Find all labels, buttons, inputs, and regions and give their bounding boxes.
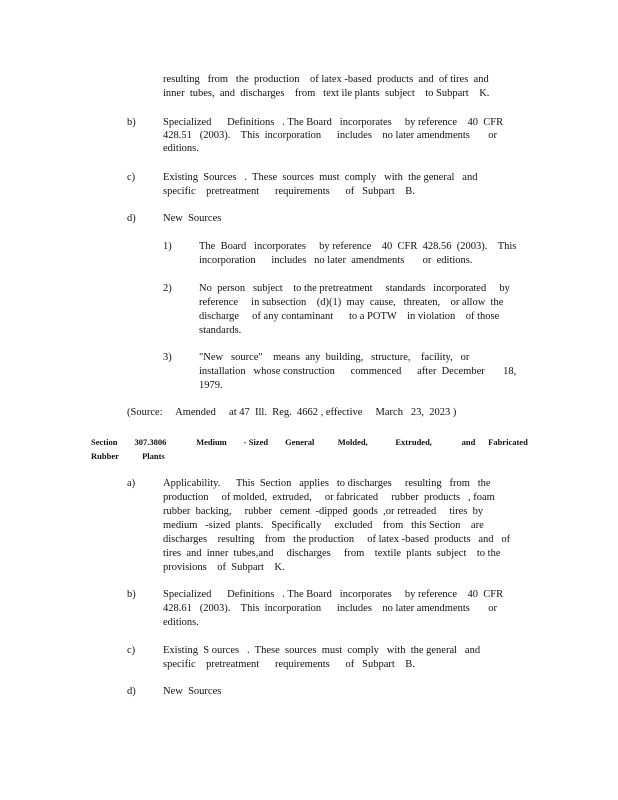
paragraph-line: specific pretreatment requirements of Subpart B. xyxy=(163,186,415,197)
subitem-label-1: 1) xyxy=(163,241,172,252)
paragraph-line: inner tubes, and discharges from text ile plants subject to Subpart K. xyxy=(163,88,490,99)
paragraph-line: rubber backing, rubber cement -dipped goods ,or retreaded tires by xyxy=(163,506,484,517)
paragraph-line: No person subject to the pretreatment standards incorporated by xyxy=(199,283,510,294)
paragraph-line: tires and inner tubes,and discharges from textile plants subject to the xyxy=(163,548,501,559)
paragraph-line: editions. xyxy=(163,617,199,628)
paragraph-line: "New source" means any building, structure, facility, or xyxy=(199,352,470,363)
subitem-label-3: 3) xyxy=(163,352,172,363)
paragraph-line: incorporation includes no later amendments or editions. xyxy=(199,255,473,266)
paragraph-line: Specialized Definitions . The Board incorporates by reference 40 CFR xyxy=(163,589,504,600)
paragraph-line: Existing Sources . These sources must comply with the general and xyxy=(163,172,478,183)
paragraph-line: 1979. xyxy=(199,380,223,391)
paragraph-line: editions. xyxy=(163,143,199,154)
paragraph-line: Existing S ources . These sources must comply with the general and xyxy=(163,645,481,656)
source-note: (Source: Amended at 47 Ill. Reg. 4662 , effective March 23, 2023 ) xyxy=(127,407,457,418)
paragraph-line: New Sources xyxy=(163,213,222,224)
item-label-d: d) xyxy=(127,213,136,224)
paragraph-line: provisions of Subpart K. xyxy=(163,562,285,573)
item-label-c: c) xyxy=(127,172,136,183)
item-label-c: c) xyxy=(127,645,136,656)
paragraph-line: Applicability. This Section applies to discharges resulting from the xyxy=(163,478,491,489)
paragraph-line: Specialized Definitions . The Board incorporates by reference 40 CFR xyxy=(163,117,504,128)
paragraph-line: medium -sized plants. Specifically excluded from this Section are xyxy=(163,520,484,531)
paragraph-line: production of molded, extruded, or fabricated rubber products , foam xyxy=(163,492,495,503)
paragraph-line: installation whose construction commenced after December 18, xyxy=(199,366,517,377)
paragraph-line: The Board incorporates by reference 40 CFR 428.56 (2003). This xyxy=(199,241,517,252)
paragraph-line: discharge of any contaminant to a POTW in violation of those xyxy=(199,311,500,322)
paragraph-line: reference in subsection (d)(1) may cause, threaten, or allow the xyxy=(199,297,504,308)
paragraph-line: standards. xyxy=(199,325,242,336)
item-label-b: b) xyxy=(127,117,136,128)
section-heading: Section 307.3806 Medium - Sized General Molded, Extruded, and Fabricated xyxy=(91,437,528,447)
paragraph-line: specific pretreatment requirements of Subpart B. xyxy=(163,659,415,670)
paragraph-line: discharges resulting from the production of latex -based products and of xyxy=(163,534,511,545)
paragraph-line: resulting from the production of latex -based products and of tires and xyxy=(163,74,489,85)
item-label-d: d) xyxy=(127,686,136,697)
item-label-a: a) xyxy=(127,478,136,489)
section-heading-cont: Rubber Plants xyxy=(91,451,165,461)
paragraph-line: New Sources xyxy=(163,686,222,697)
item-label-b: b) xyxy=(127,589,136,600)
subitem-label-2: 2) xyxy=(163,283,172,294)
paragraph-line: 428.51 (2003). This incorporation includes no later amendments or xyxy=(163,130,497,141)
paragraph-line: 428.61 (2003). This incorporation includes no later amendments or xyxy=(163,603,497,614)
